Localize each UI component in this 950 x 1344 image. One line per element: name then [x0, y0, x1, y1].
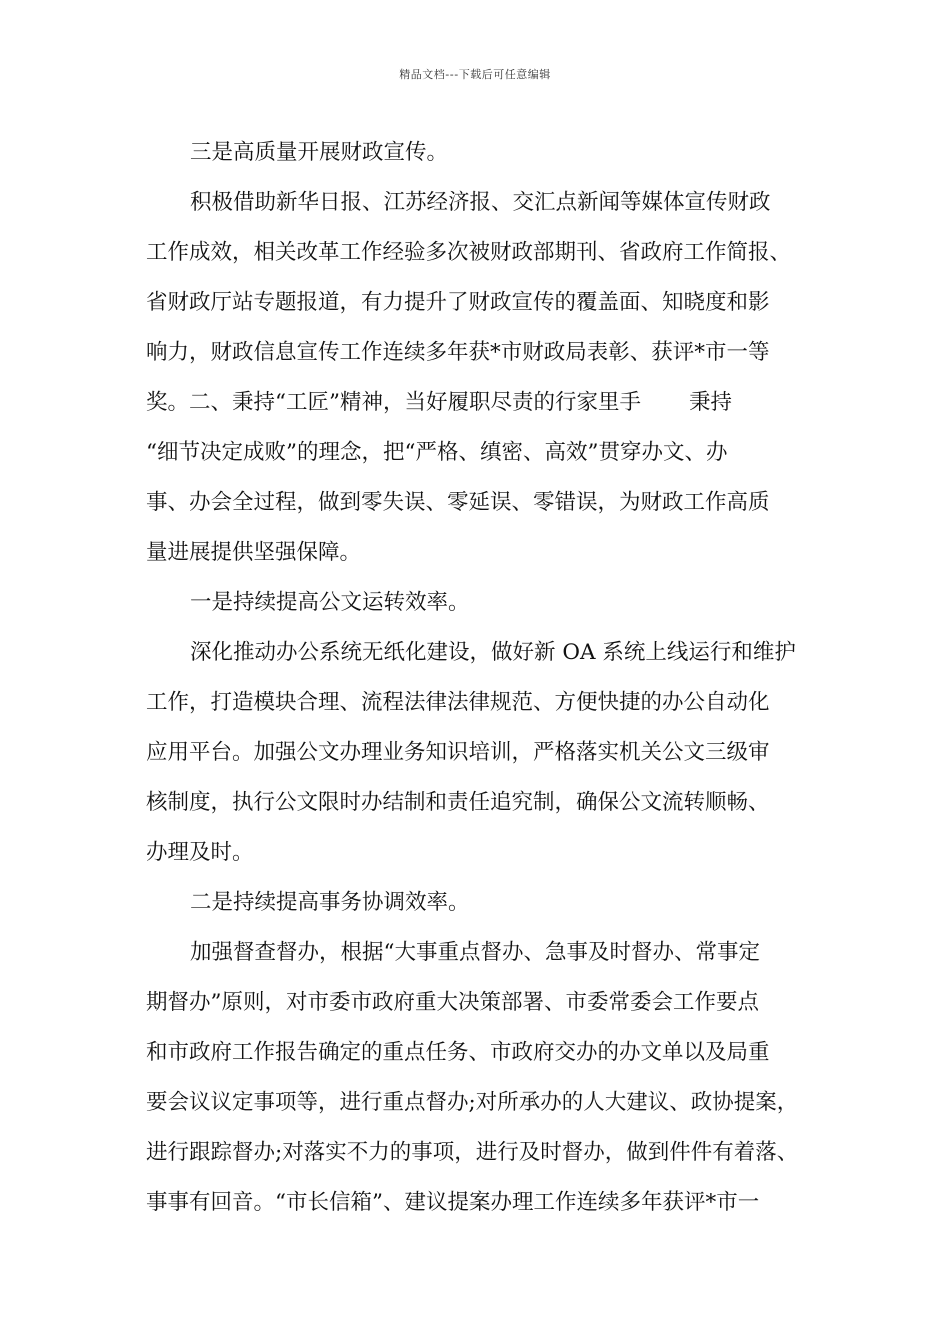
paragraph-line: “细节决定成败”的理念，把“严格、缜密、高效”贯穿办文、办: [146, 440, 728, 465]
paragraph-line: 和市政府工作报告确定的重点任务、市政府交办的办文单以及局重: [146, 1040, 770, 1065]
paragraph-line: 省财政厅站专题报道，有力提升了财政宣传的覆盖面、知晓度和影: [146, 290, 770, 315]
paragraph-line: 办理及时。: [146, 840, 254, 865]
section-heading: 三是高质量开展财政宣传。: [190, 140, 449, 165]
paragraph-line: 期督办”原则，对市委市政府重大决策部署、市委常委会工作要点: [146, 990, 759, 1015]
paragraph-line: 事、办会全过程，做到零失误、零延误、零错误，为财政工作高质: [146, 490, 770, 515]
paragraph-line: [146, 386, 828, 436]
paragraph-line: 进行跟踪督办;对落实不力的事项，进行及时督办，做到件件有着落、: [146, 1140, 799, 1165]
paragraph-line-part: 秉持: [689, 390, 733, 415]
section-heading: 二是持续提高事务协调效率。: [190, 890, 470, 915]
paragraph-line: 核制度，执行公文限时办结制和责任追究制，确保公文流转顺畅、: [146, 790, 770, 815]
paragraph-line: 深化推动办公系统无纸化建设，做好新 OA 系统上线运行和维护: [190, 640, 796, 665]
paragraph-line: 工作，打造模块合理、流程法律法律规范、方便快捷的办公自动化: [146, 690, 770, 715]
paragraph-line: 响力，财政信息宣传工作连续多年获*市财政局表彰、获评*市一等: [146, 340, 770, 365]
paragraph-line: 积极借助新华日报、江苏经济报、交汇点新闻等媒体宣传财政: [190, 190, 771, 215]
paragraph-line: 应用平台。加强公文办理业务知识培训，严格落实机关公文三级审: [146, 740, 770, 765]
paragraph-line: 量进展提供坚强保障。: [146, 540, 362, 565]
paragraph-line-part: 奖。二、秉持“工匠”精神，当好履职尽责的行家里手: [146, 390, 641, 415]
document-body: [146, 136, 828, 1236]
paragraph-line: 加强督查督办，根据“大事重点督办、急事及时督办、常事定: [190, 940, 760, 965]
page-header: 精品文档---下载后可任意编辑: [399, 68, 551, 81]
paragraph-line: 事事有回音。“市长信箱”、建议提案办理工作连续多年获评*市一: [146, 1190, 760, 1215]
section-heading: 一是持续提高公文运转效率。: [190, 590, 470, 615]
paragraph-line: 要会议议定事项等，进行重点督办;对所承办的人大建议、政协提案，: [146, 1090, 799, 1115]
paragraph-line: 工作成效，相关改革工作经验多次被财政部期刊、省政府工作简报、: [146, 240, 792, 265]
